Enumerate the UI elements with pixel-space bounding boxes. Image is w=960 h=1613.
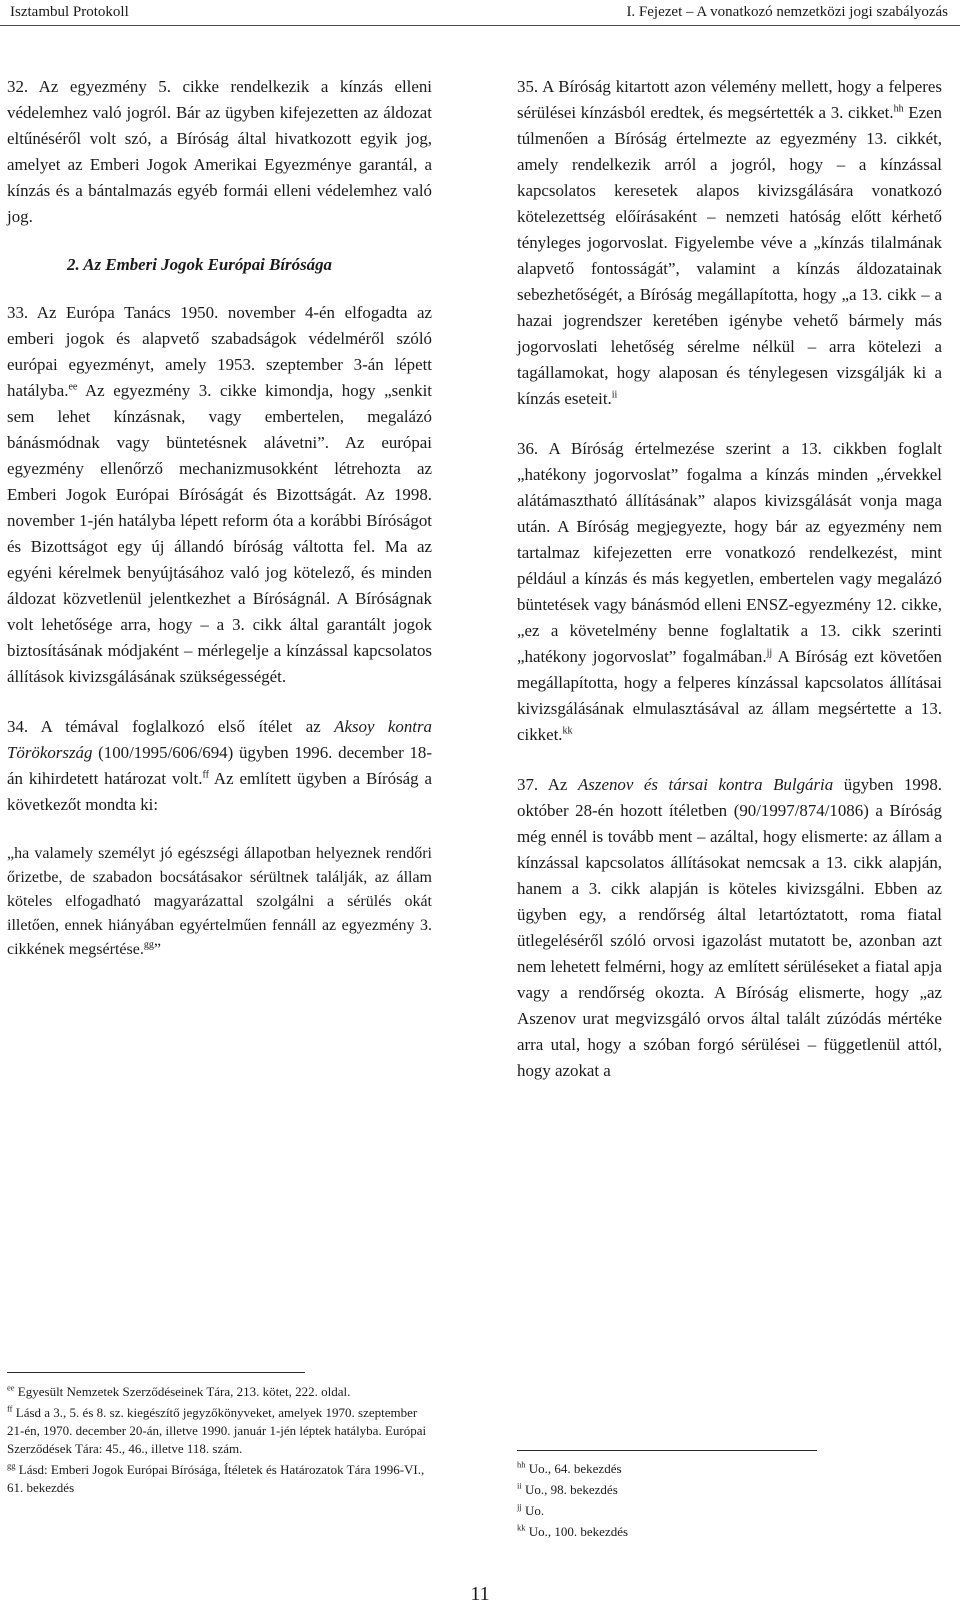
footnote-divider bbox=[7, 1372, 305, 1373]
footnote-hh: $^{hh}$ Uo., 64. bekezdés bbox=[517, 1459, 622, 1476]
footnote-ref-gg[interactable]: gg bbox=[143, 939, 154, 951]
case-name: Aksoy kontra Törökország bbox=[7, 717, 432, 762]
case-name: Aszenov és társai kontra Bulgária bbox=[577, 775, 834, 794]
running-header bbox=[0, 0, 960, 24]
left-column bbox=[7, 74, 432, 962]
paragraph-37: 37. Az Aszenov és társai kontra Bulgária ügyben 1998. október 28-én hozott ítéletben (90/1997/874/1086) a Bíróság még ennél is tovább ment – azáltal, hogy elismerte: az állam a kínzással kapcsolatos állításokat nemcsak a 13. cikk alapján, hanem a 3. cikk alapján is köteles kivizsgálni. Ebben az ügyben egy, a rendőrség által letartóztatott, roma fiatal ütlegeléséről szóló orvosi igazolást mutatott be, azonban azt nem lehetett felmérni, hogy az említett sérüléseket a fiatal apja vagy a rendőrség okozta. A Bíróság elismerte, hogy „az Aszenov urat megvizsgáló orvos által talált zúzódás mértéke arra utal, hogy a szóban forgó sérülései – függetlenül attól, hogy azokat a bbox=[517, 775, 942, 1080]
footnote-ref-kk[interactable]: kk bbox=[562, 725, 573, 737]
footnote-ii: $^{ii}$ Uo., 98. bekezdés bbox=[517, 1480, 618, 1497]
header-document-title: Isztambul Protokoll bbox=[10, 4, 129, 20]
paragraph-34: 34. A témával foglalkozó első ítélet az Aksoy kontra Törökország (100/1995/606/694) ügyben 1996. december 18-án kihirdetett határozat volt.$^{ff}$ Az említett ügyben a Bíróság a következőt mondta ki: bbox=[7, 717, 432, 814]
court-quote: „ha valamely személyt jó egészségi állapotban helyeznek rendőri őrizetbe, de szabadon bocsátásakor sérültnek találják, az állam köteles elfogadható magyarázattal szolgálni a sérülés okát illetően, ennek hiányában egyértelműen fennáll az egyezmény 3. cikkének megsértése.$^{gg}$” bbox=[7, 845, 432, 958]
right-column bbox=[517, 74, 942, 1084]
footnote-ref-ii[interactable]: ii bbox=[611, 389, 618, 401]
footnote-ee: $^{ee}$ Egyesült Nemzetek Szerződéseinek Tára, 213. kötet, 222. oldal. bbox=[7, 1382, 351, 1399]
section-heading: 2. Az Emberi Jogok Európai Bírósága bbox=[67, 255, 332, 274]
footnotes-left bbox=[7, 1383, 432, 1500]
footnote-ff: $^{ff}$ Lásd a 3., 5. és 8. sz. kiegészítő jegyzőkönyveket, amelyek 1970. szeptember 21-én, 1970. december 20-án, illetve 1990. január 1-jén léptek hatályba. Európai Szerződések Tára: 45., 46., illetve 118. szám. bbox=[7, 1403, 427, 1456]
footnote-jj: $^{jj}$ Uo. bbox=[517, 1501, 545, 1518]
footnote-ref-ff[interactable]: ff bbox=[202, 769, 209, 781]
header-divider bbox=[0, 25, 960, 26]
footnote-ref-hh[interactable]: hh bbox=[893, 103, 904, 115]
footnote-gg: $^{gg}$ Lásd: Emberi Jogok Európai Bírósága, Ítéletek és Határozatok Tára 1996-VI., 61. bekezdés bbox=[7, 1460, 425, 1495]
footnote-divider bbox=[517, 1450, 817, 1451]
footnote-ref-jj[interactable]: jj bbox=[766, 647, 773, 659]
page-number: 11 bbox=[470, 1583, 490, 1605]
paragraph-36: 36. A Bíróság értelmezése szerint a 13. cikkben foglalt „hatékony jogorvoslat” fogalma a kínzás minden „érvekkel alátámasztható állításának” alapos kivizsgálását vonja maga után. A Bíróság megjegyezte, hogy bár az egyezmény nem tartalmaz kifejezetten erre vonatkozó rendelkezést, mint például a kínzás és más kegyetlen, embertelen vagy megalázó büntetések vagy bánásmód elleni ENSZ-egyezmény 12. cikke, „ez a követelmény benne foglaltatik a 13. cikk szerinti „hatékony jogorvoslat” fogalmában.$^{jj}$ A Bíróság ezt követően megállapította, hogy a felperes kínzással kapcsolatos állításai kivizsgálásának elmulasztásával az állam megsértette a 13. cikket.$^{kk}$ bbox=[517, 439, 942, 744]
paragraph-35: 35. A Bíróság kitartott azon vélemény mellett, hogy a felperes sérülései kínzásból eredtek, és megsértették a 3. cikket.$^{hh}$ Ezen túlmenően a Bíróság értelmezte az egyezmény 13. cikkét, amely rendelkezik arról a jogról, hogy – a kínzással kapcsolatos keresetek alapos kivizsgálására vonatkozó kötelezettség előírásaként – nemzeti hatóság előtt kérhető tényleges jogorvoslat. Figyelembe véve a „kínzás tilalmának alapvető fontosságát”, valamint a kínzás áldozatainak sebezhetőségét, a Bíróság megállapította, hogy „a 13. cikk – a hazai jogrendszer keretében igénybe vehető bármely más jogorvoslati lehetőség sérelme nélkül – arra kötelezi a tagállamokat, hogy alaposan és ténylegesen vizsgálják ki a kínzás eseteit.$^{ii}$ bbox=[517, 77, 943, 408]
header-chapter-title: I. Fejezet – A vonatkozó nemzetközi jogi szabályozás bbox=[626, 4, 948, 20]
footnotes-right bbox=[517, 1460, 817, 1544]
footnote-kk: $^{kk}$ Uo., 100. bekezdés bbox=[517, 1522, 629, 1539]
paragraph-33: 33. Az Európa Tanács 1950. november 4-én elfogadta az emberi jogok és alapvető szabadságok védelméről szóló európai egyezményt, amely 1953. szeptember 3-án lépett hatályba.$^{ee}$ Az egyezmény 3. cikke kimondja, hogy „senkit sem lehet kínzásnak, vagy embertelen, megalázó bánásmódnak vagy büntetésnek alávetni”. Az európai egyezmény ellenőrző mechanizmusokként létrehozta az Emberi Jogok Európai Bíróságát és Bizottságát. Az 1998. november 1-jén hatályba lépett reform óta a korábbi Bíróságot és Bizottságot egy új állandó bíróság váltotta fel. Ma az egyéni kérelmek benyújtásához való jog kötelező, és minden áldozat közvetlenül jelentkezhet a Bíróságnál. A Bíróságnak volt lehetősége arra, hogy – a 3. cikk által garantált jogok biztosításának módjaként – mérlegelje a kínzással kapcsolatos állítások kivizsgálásának szükségességét. bbox=[7, 303, 432, 686]
footnote-ref-ee[interactable]: ee bbox=[68, 381, 78, 393]
paragraph-32: 32. Az egyezmény 5. cikke rendelkezik a kínzás elleni védelemhez való jogról. Bár az ügyben kifejezetten az áldozat eltűnéséről volt szó, a Bíróság által hivatkozott egyik jog, amelyet az Emberi Jogok Amerikai Egyezménye garantál, a kínzás és a bántalmazás egyéb formái elleni védelemhez való jog. bbox=[7, 77, 432, 226]
